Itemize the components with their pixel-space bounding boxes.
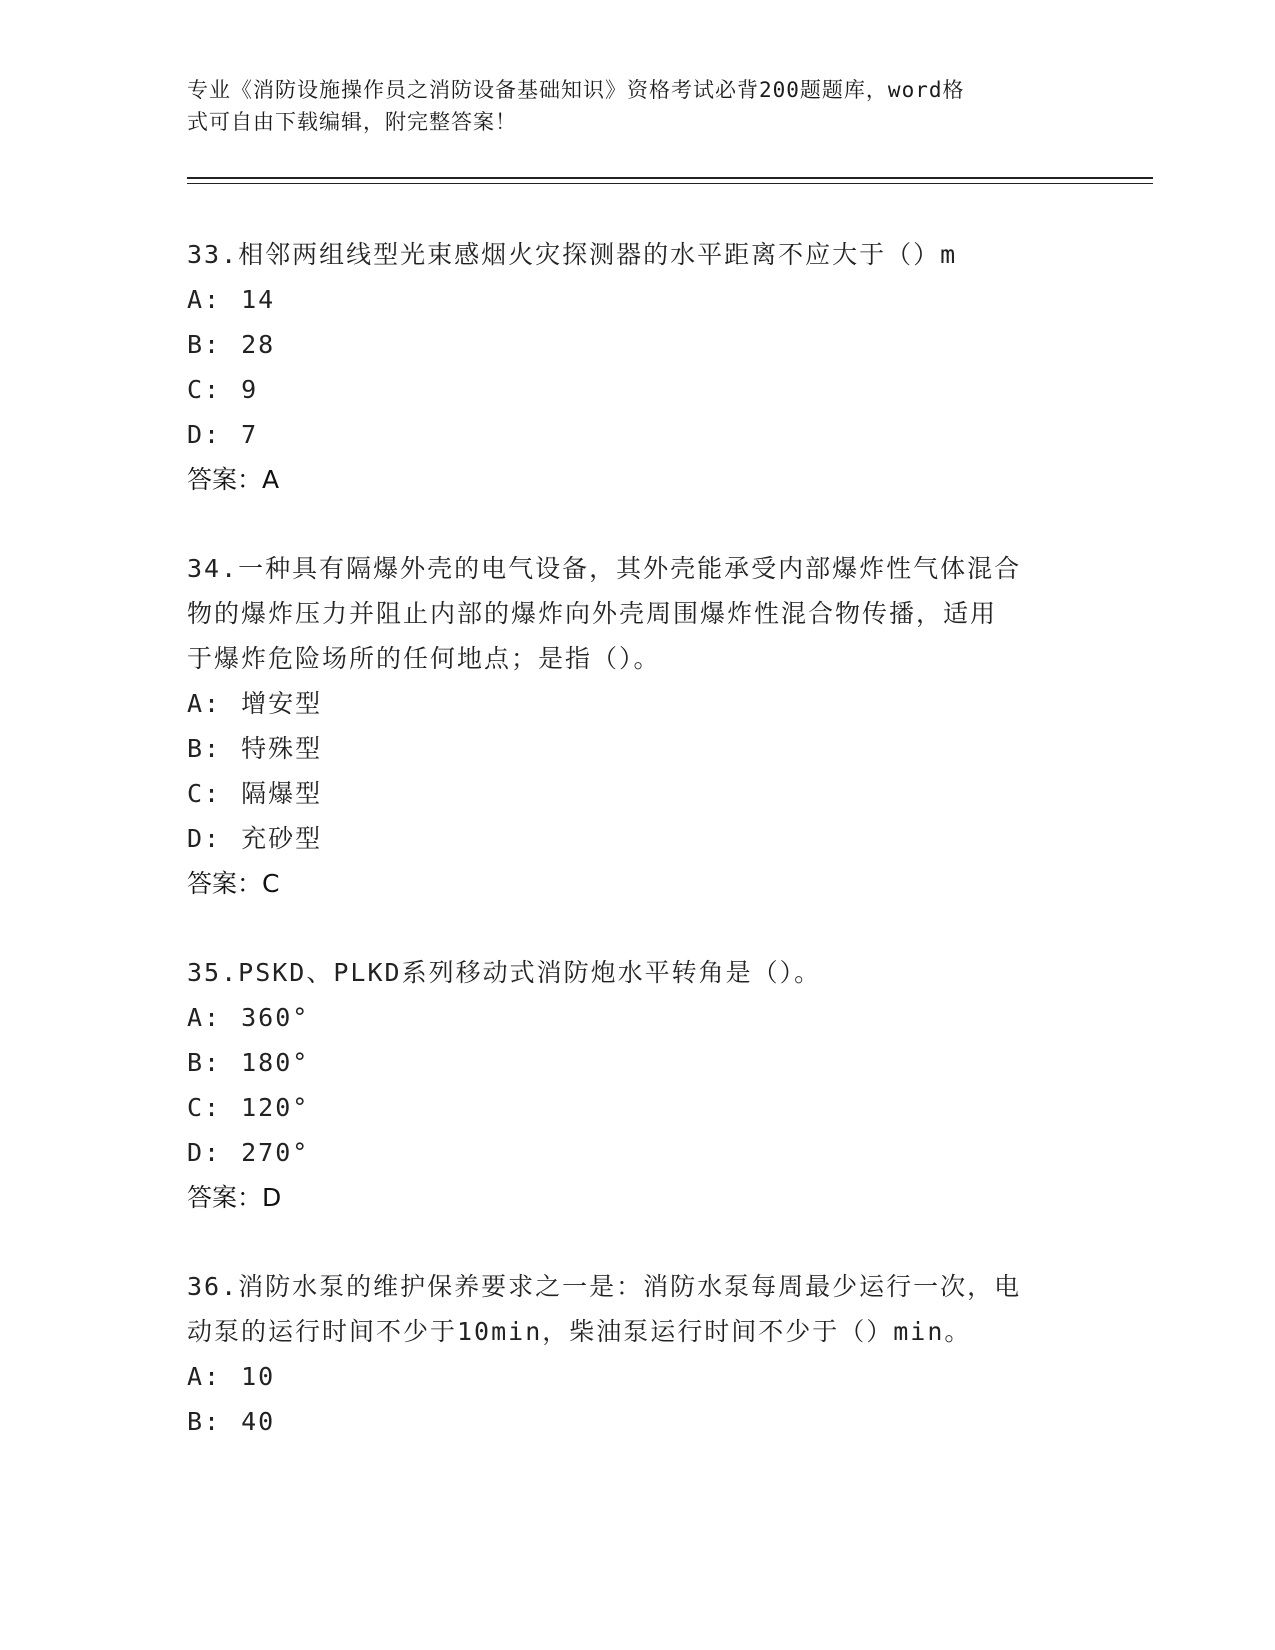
- option-key: B:: [187, 1048, 222, 1077]
- option-text: 增安型: [241, 689, 323, 718]
- stem-line: 35.PSKD、PLKD系列移动式消防炮水平转角是（）。: [187, 958, 822, 987]
- option-a: [187, 1354, 1087, 1399]
- option-key: A:: [187, 689, 222, 718]
- option-a: [187, 995, 1087, 1040]
- option-key: A:: [187, 1003, 222, 1032]
- question-stem: [187, 546, 1087, 681]
- option-key: B:: [187, 1407, 222, 1436]
- option-text: 特殊型: [241, 734, 323, 763]
- option-text: 120°: [241, 1093, 310, 1122]
- header-line-1: 专业《消防设施操作员之消防设备基础知识》资格考试必背200题题库，word格: [187, 78, 965, 102]
- option-text: 40: [241, 1407, 276, 1436]
- option-key: B:: [187, 330, 222, 359]
- option-text: 10: [241, 1362, 276, 1391]
- question-stem: [187, 950, 1087, 995]
- stem-line: 34.一种具有隔爆外壳的电气设备，其外壳能承受内部爆炸性气体混合: [187, 554, 1022, 583]
- question-35: [187, 950, 1087, 1220]
- option-text: 28: [241, 330, 276, 359]
- option-d: [187, 412, 1087, 457]
- stem-line: 于爆炸危险场所的任何地点；是指（）。: [187, 644, 661, 673]
- question-34: [187, 546, 1087, 906]
- option-key: D:: [187, 1138, 222, 1167]
- option-a: [187, 681, 1087, 726]
- option-b: [187, 322, 1087, 367]
- question-list: [187, 232, 1087, 1444]
- answer-line: 答案：D: [187, 1183, 282, 1212]
- option-text: 270°: [241, 1138, 310, 1167]
- header-divider-thin: [187, 183, 1153, 184]
- option-b: [187, 726, 1087, 771]
- option-b: [187, 1040, 1087, 1085]
- answer-line: 答案：C: [187, 869, 280, 898]
- option-d: [187, 1130, 1087, 1175]
- option-key: A:: [187, 1362, 222, 1391]
- option-text: 360°: [241, 1003, 310, 1032]
- option-key: C:: [187, 1093, 222, 1122]
- header-divider-thick: [187, 177, 1153, 179]
- option-key: B:: [187, 734, 222, 763]
- option-text: 180°: [241, 1048, 310, 1077]
- question-stem: [187, 232, 1087, 277]
- option-text: 隔爆型: [241, 779, 323, 808]
- stem-line: 33.相邻两组线型光束感烟火灾探测器的水平距离不应大于（）m: [187, 240, 958, 269]
- option-key: C:: [187, 779, 222, 808]
- option-key: C:: [187, 375, 222, 404]
- option-text: 7: [241, 420, 259, 449]
- option-c: [187, 367, 1087, 412]
- question-stem: [187, 1264, 1087, 1354]
- option-c: [187, 1085, 1087, 1130]
- option-text: 14: [241, 285, 276, 314]
- stem-line: 36.消防水泵的维护保养要求之一是：消防水泵每周最少运行一次，电: [187, 1272, 1022, 1301]
- option-key: D:: [187, 420, 222, 449]
- stem-line: 动泵的运行时间不少于10min，柴油泵运行时间不少于（）min。: [187, 1317, 972, 1346]
- question-33: [187, 232, 1087, 502]
- stem-line: 物的爆炸压力并阻止内部的爆炸向外壳周围爆炸性混合物传播，适用: [187, 599, 998, 628]
- question-36: [187, 1264, 1087, 1444]
- answer-line: 答案：A: [187, 465, 280, 494]
- option-c: [187, 771, 1087, 816]
- option-b: [187, 1399, 1087, 1444]
- option-key: A:: [187, 285, 222, 314]
- option-text: 充砂型: [241, 824, 323, 853]
- option-a: [187, 277, 1087, 322]
- document-header: [187, 74, 1087, 138]
- header-line-2: 式可自由下载编辑，附完整答案！: [187, 110, 517, 134]
- option-key: D:: [187, 824, 222, 853]
- option-d: [187, 816, 1087, 861]
- option-text: 9: [241, 375, 259, 404]
